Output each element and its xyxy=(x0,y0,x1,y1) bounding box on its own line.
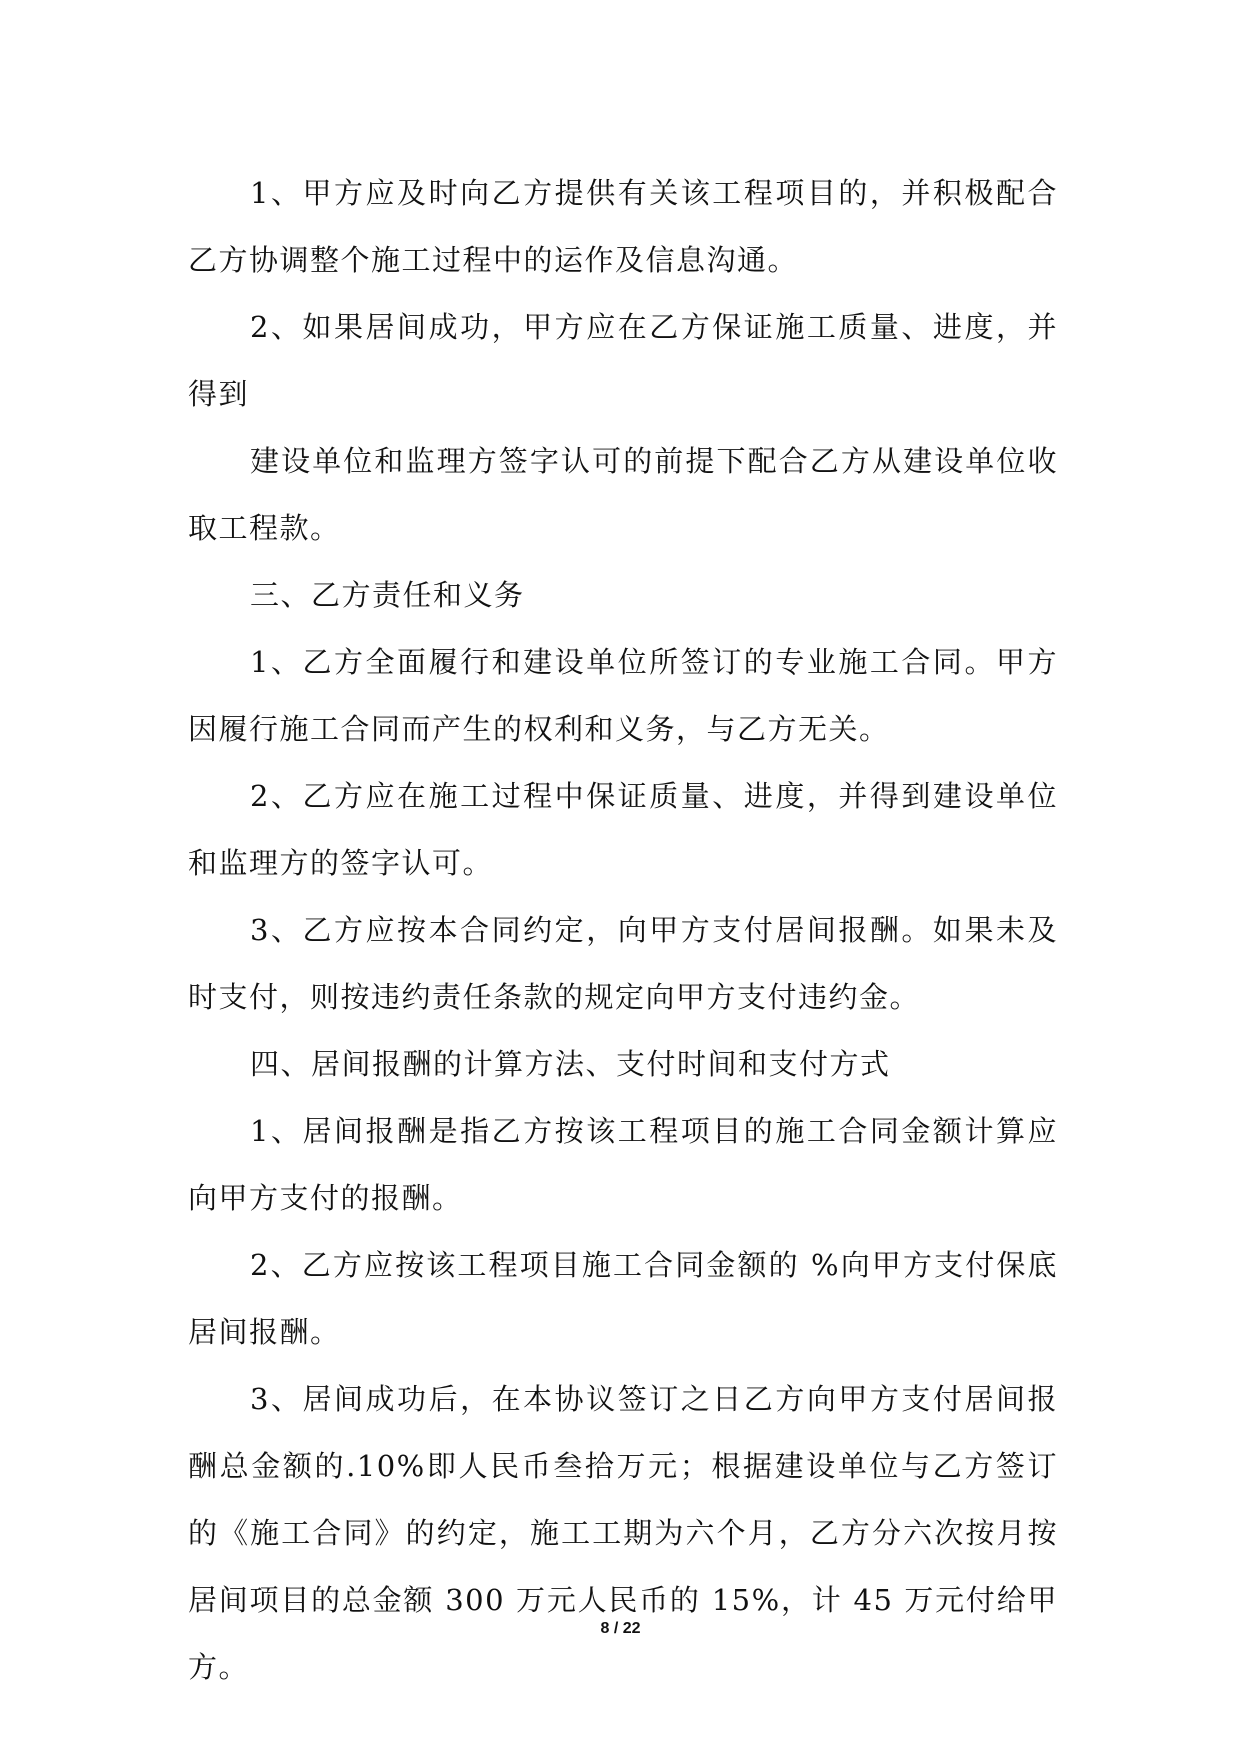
paragraph: 2、如果居间成功，甲方应在乙方保证施工质量、进度，并得到 xyxy=(188,310,1058,411)
paragraph: 1、乙方全面履行和建设单位所签订的专业施工合同。甲方因履行施工合同而产生的权利和义务，与乙方无关。 xyxy=(188,645,1058,746)
section-heading: 四、居间报酬的计算方法、支付时间和支付方式 xyxy=(250,1047,891,1081)
section-heading: 三、乙方责任和义务 xyxy=(250,578,525,612)
paragraph: 3、乙方应按本合同约定，向甲方支付居间报酬。如果未及时支付，则按违约责任条款的规定向甲方支付违约金。 xyxy=(188,913,1058,1014)
body-text xyxy=(188,160,1058,1701)
page-number: 8 / 22 xyxy=(600,1620,641,1637)
paragraph: 2、乙方应在施工过程中保证质量、进度，并得到建设单位和监理方的签字认可。 xyxy=(188,779,1058,880)
paragraph: 1、甲方应及时向乙方提供有关该工程项目的，并积极配合乙方协调整个施工过程中的运作及信息沟通。 xyxy=(188,176,1058,277)
paragraph: 2、乙方应按该工程项目施工合同金额的 %向甲方支付保底居间报酬。 xyxy=(188,1248,1058,1349)
paragraph: 1、居间报酬是指乙方按该工程项目的施工合同金额计算应向甲方支付的报酬。 xyxy=(188,1114,1058,1215)
paragraph: 3、居间成功后，在本协议签订之日乙方向甲方支付居间报酬总金额的.10%即人民币叁拾万元；根据建设单位与乙方签订的《施工合同》的约定，施工工期为六个月，乙方分六次按月按居间项目的总金额 300 万元人民币的 15%，计 45 万元付给甲方。 xyxy=(188,1382,1058,1684)
paragraph: 建设单位和监理方签字认可的前提下配合乙方从建设单位收取工程款。 xyxy=(188,444,1058,545)
